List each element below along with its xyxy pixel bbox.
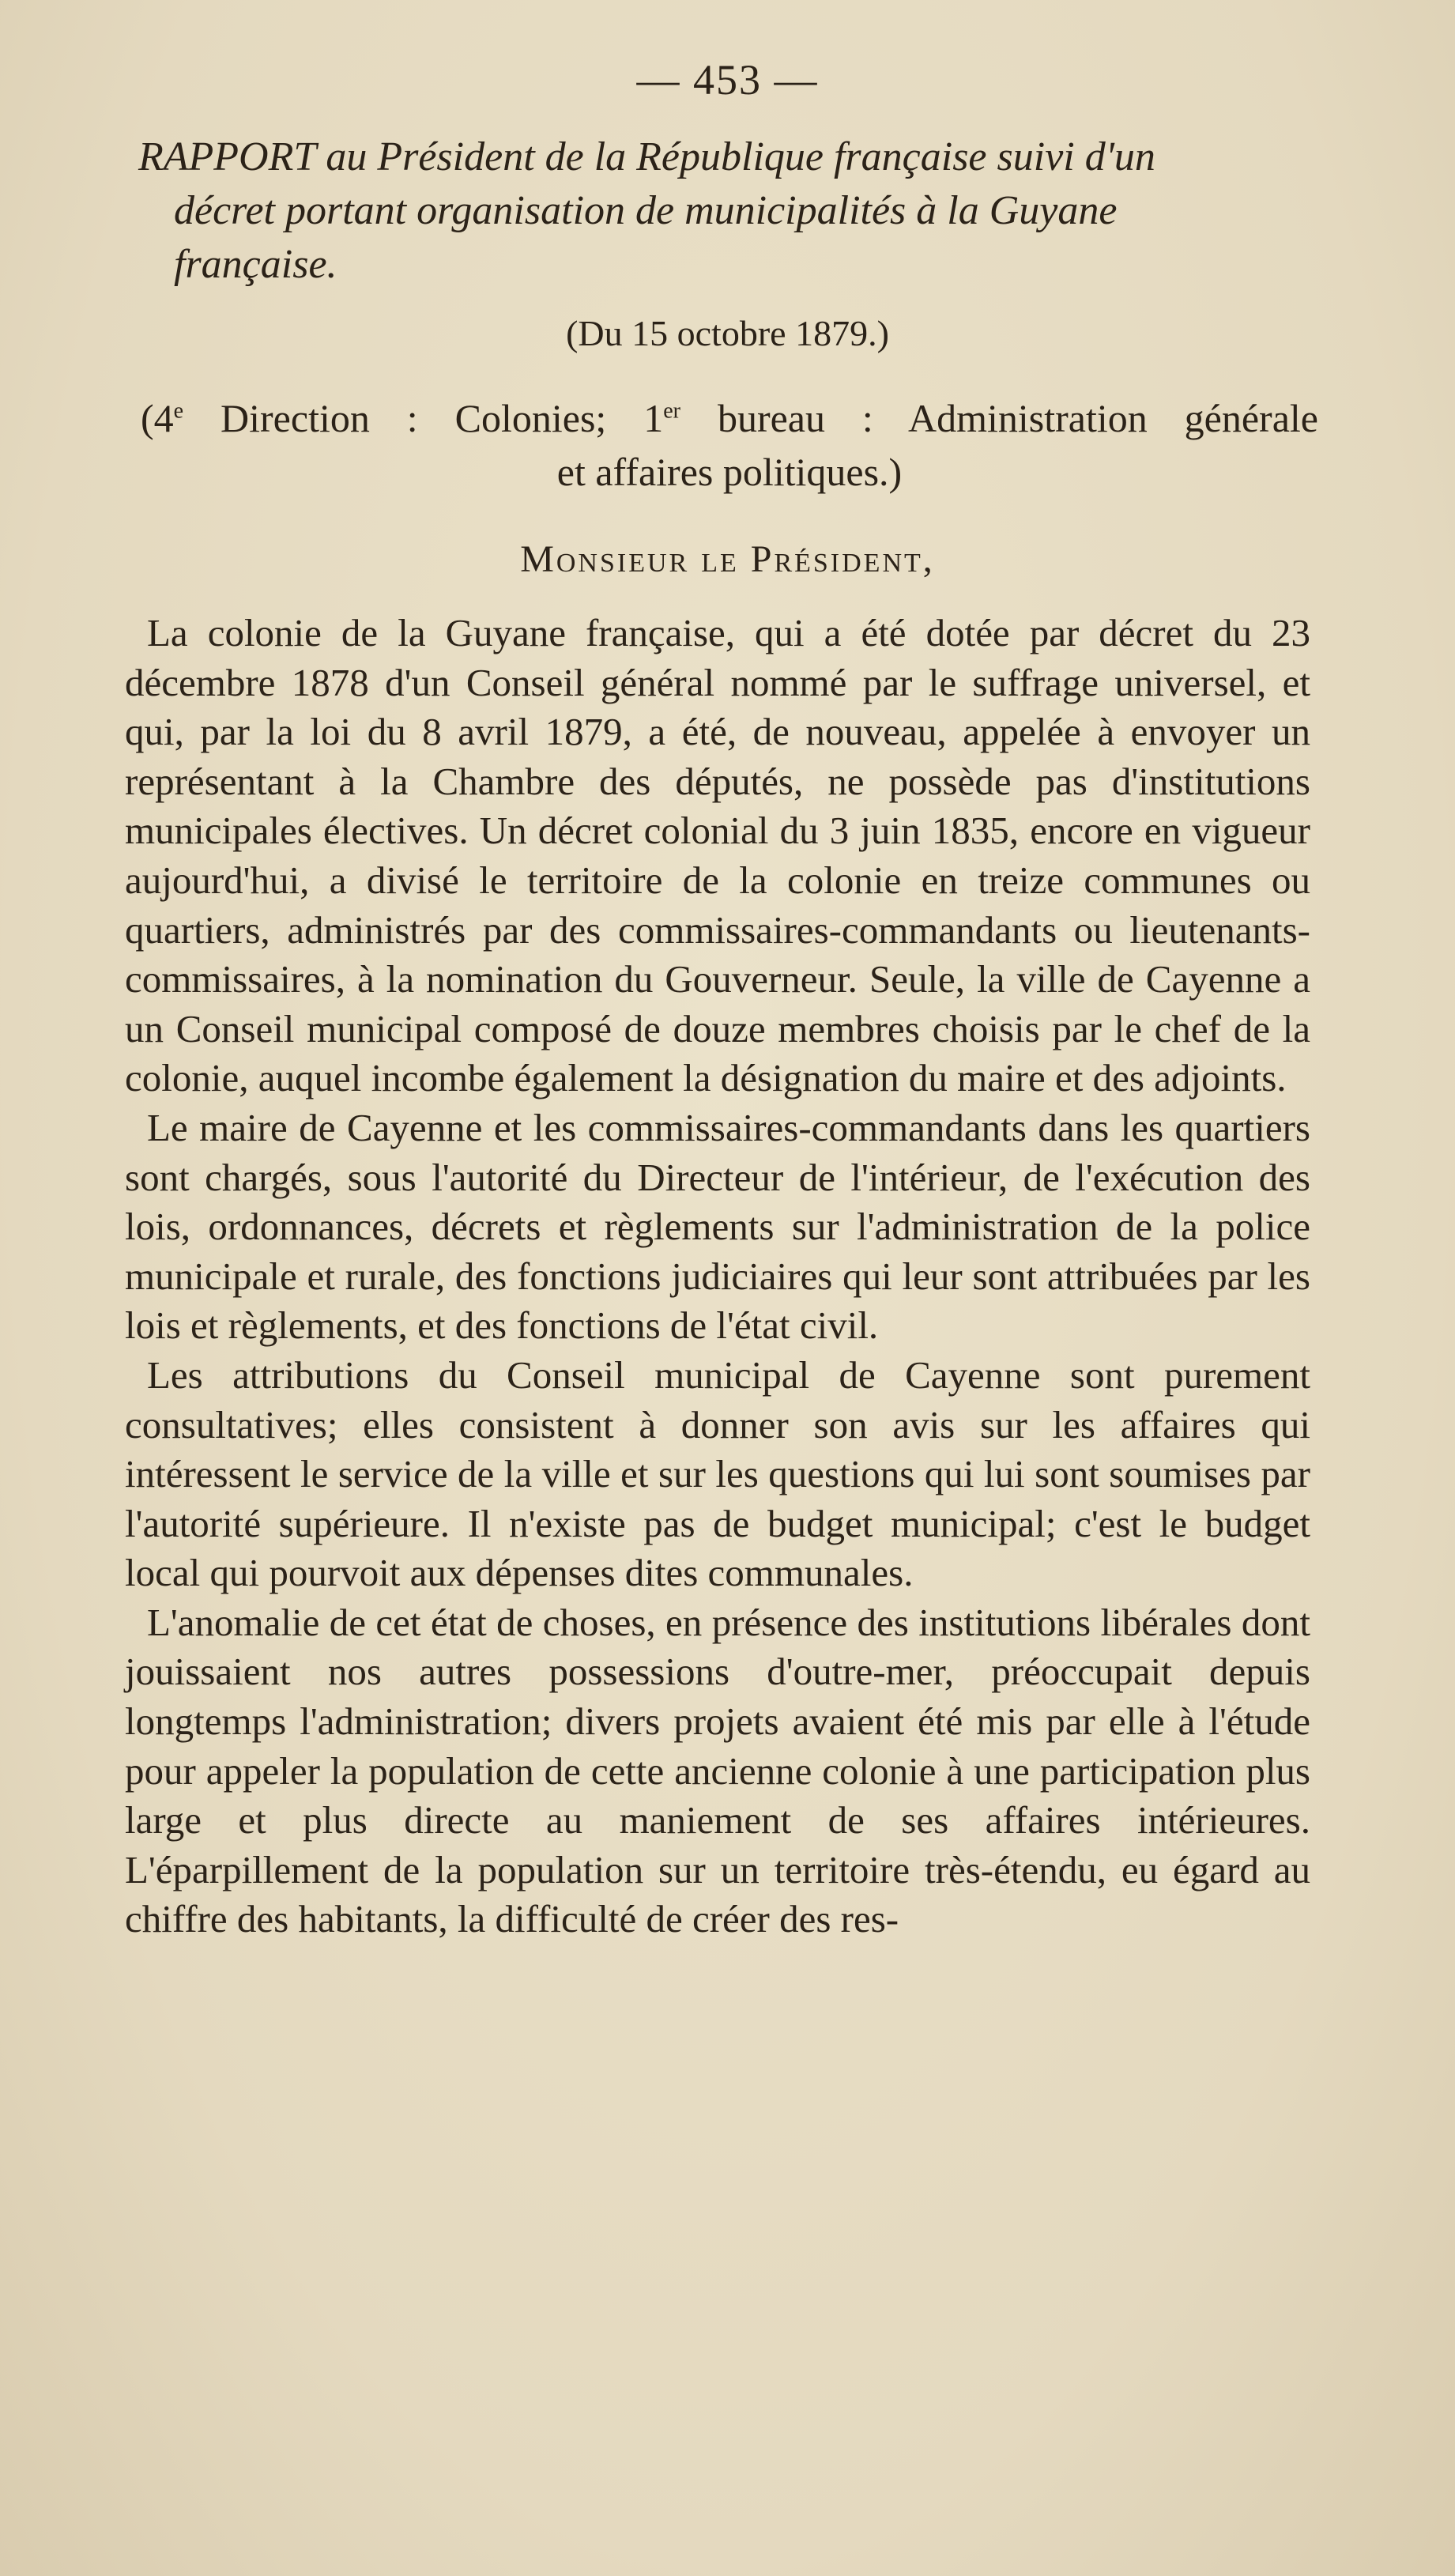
page-number: — 453 — bbox=[636, 56, 819, 104]
paragraph-2: Le maire de Cayenne et les commissaires-commandants dans les quartiers sont chargés, sous l'autorité du Directeur de l'intérieur, de l'exécution des lois, ordonnances, décrets et règlements sur l'administration de la police municipale et rurale, des fonctions judiciaires qui leur sont attribuées par les lois et règlements, et des fonctions de l'état civil. bbox=[125, 1105, 1310, 1348]
title-line-3: française. bbox=[174, 242, 337, 287]
direction-line-2: et affaires politiques.) bbox=[556, 450, 903, 494]
salutation: Monsieur le Président, bbox=[520, 538, 935, 580]
paragraph-3: Les attributions du Conseil municipal de Cayenne sont purement consultatives; elles consistent à donner son avis sur les affaires qui intéressent le service de la ville et sur les questions qui lui sont soumises par l'autorité supérieure. Il n'existe pas de budget municipal; c'est le budget local qui pourvoit aux dépenses dites communales. bbox=[125, 1352, 1310, 1595]
direction-heading bbox=[141, 391, 1318, 499]
report-date: (Du 15 octobre 1879.) bbox=[566, 313, 889, 353]
direction-text-c: bureau : Administration générale bbox=[680, 396, 1318, 440]
title-line-1: RAPPORT au Président de la République française suivi d'un bbox=[138, 134, 1155, 179]
report-body bbox=[125, 609, 1310, 1944]
report-title bbox=[138, 130, 1316, 292]
title-line-2: décret portant organisation de municipalités à la Guyane bbox=[174, 188, 1118, 233]
direction-sup-1: e bbox=[173, 398, 184, 424]
direction-sup-2: er bbox=[663, 398, 680, 424]
direction-line-1 bbox=[141, 391, 1318, 445]
paragraph-4: L'anomalie de cet état de choses, en présence des institutions libérales dont jouissaient nos autres possessions d'outre-mer, préoccupait depuis longtemps l'administration; divers projets avaient été mis par elle à l'étude pour appeler la population de cette ancienne colonie à une participation plus large et plus directe au maniement de ses affaires intérieures. L'éparpillement de la population sur un territoire très-étendu, eu égard au chiffre des habitants, la difficulté de créer des res- bbox=[125, 1600, 1310, 1941]
paragraph-1: La colonie de la Guyane française, qui a été dotée par décret du 23 décembre 1878 d'un Conseil général nommé par le suffrage universel, et qui, par la loi du 8 avril 1879, a été, de nouveau, appelée à envoyer un représentant à la Chambre des députés, ne possède pas d'institutions municipales électives. Un décret colonial du 3 juin 1835, encore en vigueur aujourd'hui, a divisé le territoire de la colonie en treize communes ou quartiers, administrés par des commissaires-commandants ou lieutenants-commissaires, à la nomination du Gouverneur. Seule, la ville de Cayenne a un Conseil municipal composé de douze membres choisis par le chef de la colonie, auquel incombe également la désignation du maire et des adjoints. bbox=[125, 611, 1310, 1100]
direction-text-b: Direction : Colonies; 1 bbox=[183, 396, 664, 440]
direction-text-a: (4 bbox=[141, 396, 174, 440]
